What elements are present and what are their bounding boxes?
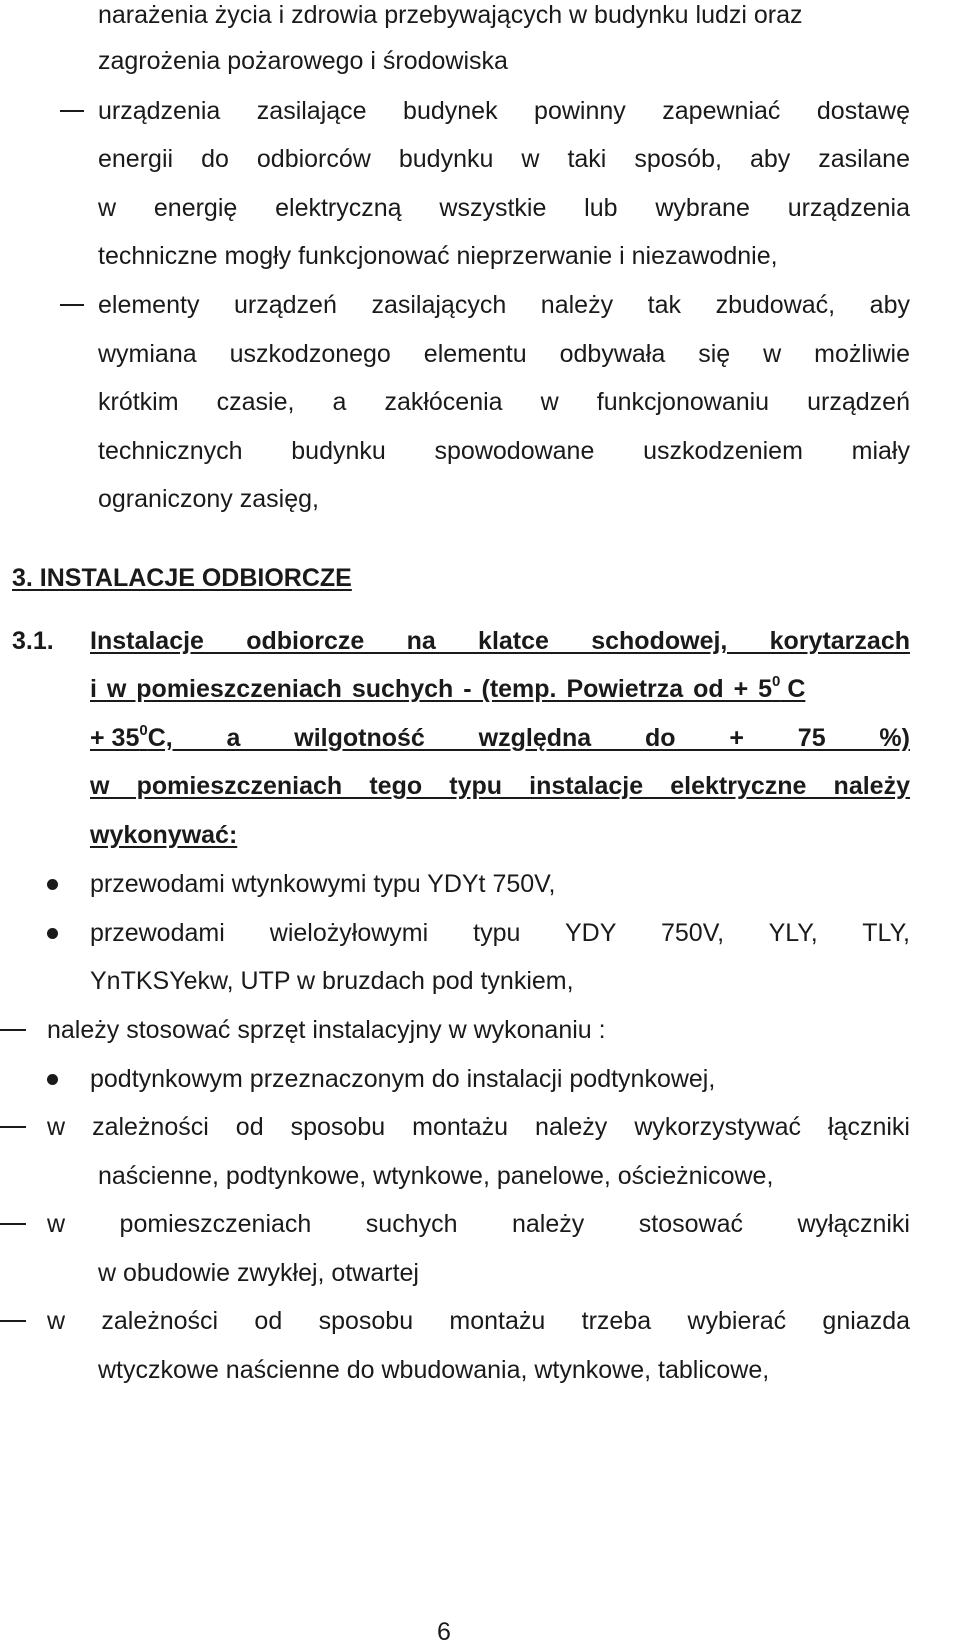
list-dash (0, 1223, 26, 1225)
list-dash (0, 1126, 26, 1128)
text-line: przewodami wielożyłowymi typu YDY 750V, YLY, TLY, (90, 919, 910, 947)
list-bullet (47, 1074, 58, 1085)
heading-text: + 35 (90, 724, 140, 752)
heading-text: i w pomieszczeniach suchych - (temp. Powietrza od + 5 (90, 675, 773, 703)
heading-text: C, a wilgotność względna do + 75 %) (147, 724, 910, 752)
page-number: 6 (437, 1618, 451, 1646)
list-dash (60, 110, 84, 112)
text-line: w energię elektryczną wszystkie lub wybrane urządzenia (98, 194, 910, 222)
subsection-heading-line (90, 723, 910, 753)
list-dash (60, 304, 84, 306)
subsection-number: 3.1. (12, 627, 54, 655)
text-line: podtynkowym przeznaczonym do instalacji podtynkowej, (90, 1065, 716, 1093)
list-dash (0, 1320, 26, 1322)
text-line: w obudowie zwykłej, otwartej (98, 1259, 419, 1287)
text-line: wtyczkowe naścienne do wbudowania, wtynkowe, tablicowe, (98, 1356, 770, 1384)
text-line: naścienne, podtynkowe, wtynkowe, panelowe, ościeżnicowe, (98, 1162, 774, 1190)
subsection-heading-line: w pomieszczeniach tego typu instalacje elektryczne należy (90, 772, 910, 800)
superscript: 0 (139, 722, 148, 739)
text-line: wymiana uszkodzonego elementu odbywała się w możliwie (98, 340, 910, 368)
text-line: narażenia życia i zdrowia przebywających w budynku ludzi oraz (98, 1, 803, 29)
text-line: ograniczony zasięg, (98, 485, 319, 513)
text-line: YnTKSYekw, UTP w bruzdach pod tynkiem, (90, 967, 574, 995)
text-line: należy stosować sprzęt instalacyjny w wykonaniu : (47, 1016, 606, 1044)
text-line: w pomieszczeniach suchych należy stosować wyłączniki (47, 1210, 910, 1238)
text-line: urządzenia zasilające budynek powinny zapewniać dostawę (98, 97, 910, 125)
text-line: krótkim czasie, a zakłócenia w funkcjonowaniu urządzeń (98, 388, 910, 416)
text-line: elementy urządzeń zasilających należy tak zbudować, aby (98, 291, 910, 319)
subsection-heading-line: wykonywać: (90, 821, 238, 849)
heading-text: C (780, 675, 806, 703)
text-line: w zależności od sposobu montażu należy wykorzystywać łączniki (47, 1113, 910, 1141)
section-heading: 3. INSTALACJE ODBIORCZE (12, 564, 352, 592)
list-bullet (47, 928, 58, 939)
list-bullet (47, 879, 58, 890)
subsection-heading-line (90, 674, 910, 704)
text-line: techniczne mogły funkcjonować nieprzerwanie i niezawodnie, (98, 242, 778, 270)
text-line: przewodami wtynkowymi typu YDYt 750V, (90, 870, 556, 898)
text-line: technicznych budynku spowodowane uszkodzeniem miały (98, 437, 910, 465)
text-line: zagrożenia pożarowego i środowiska (98, 47, 508, 75)
subsection-heading-line: Instalacje odbiorcze na klatce schodowej, korytarzach (90, 627, 910, 655)
text-line: energii do odbiorców budynku w taki sposób, aby zasilane (98, 145, 910, 173)
heading-text (90, 723, 148, 753)
text-line: w zależności od sposobu montażu trzeba wybierać gniazda (47, 1307, 910, 1335)
superscript: 0 (772, 673, 781, 690)
list-dash (0, 1029, 26, 1031)
